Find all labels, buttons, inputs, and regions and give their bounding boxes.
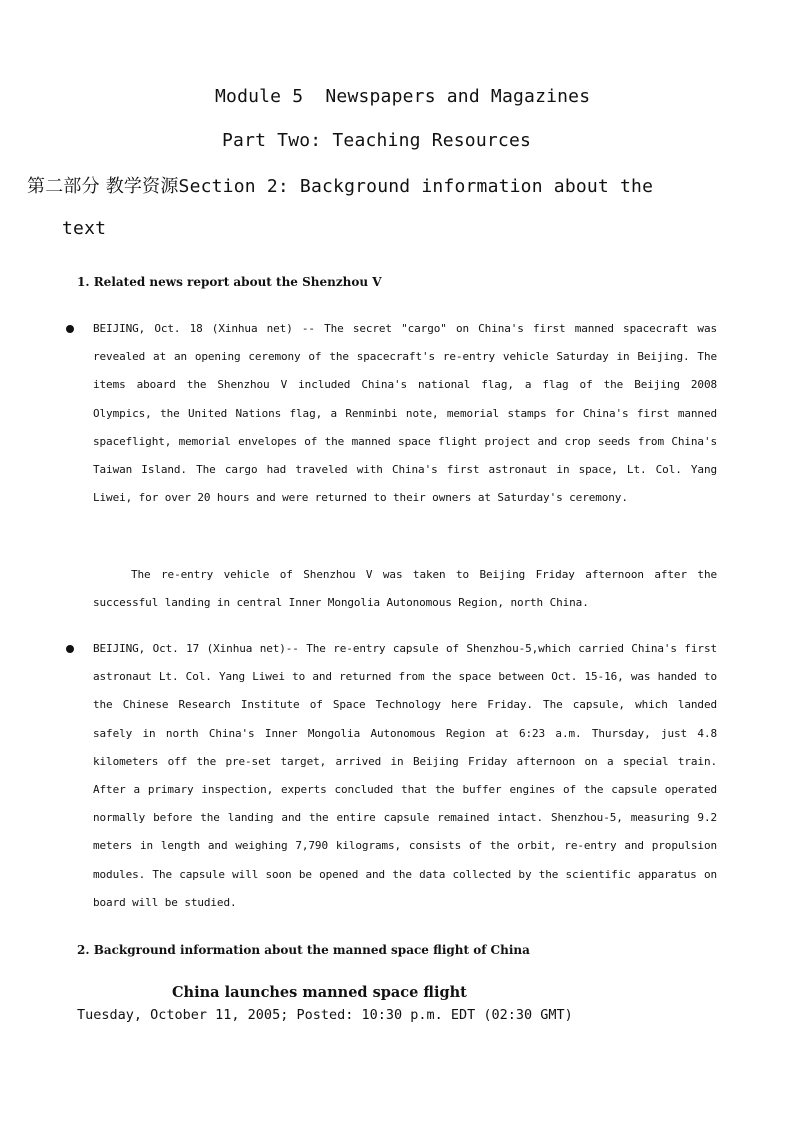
news-paragraph-1: BEIJING, Oct. 18 (Xinhua net) -- The secret "cargo" on China's first manned spacecraft was revealed at an opening ceremony of the spacecraft's re-entry vehicle Saturday in Beijing. The items aboard the Shenzhou V included China's national flag, a flag of the Beijing 2008 Olympics, the United Nations flag, a Renminbi note, memorial stamps for China's first manned spaceflight, memorial envelopes of the manned space flight project and crop seeds from China's Taiwan Island. The cargo had traveled with China's first astronaut in space, Lt. Col. Yang Liwei, for over 20 hours and were returned to their owners at Saturday's ceremony. (93, 322, 717, 505)
news-paragraph-2: BEIJING, Oct. 17 (Xinhua net)-- The re-entry capsule of Shenzhou-5,which carried China's first astronaut Lt. Col. Yang Liwei to and returned from the space between Oct. 15-16, was handed to the Chinese Research Institute of Space Technology here Friday. The capsule, which landed safely in north China's Inner Mongolia Autonomous Region at 6:23 a.m. Thursday, just 4.8 kilometers off the pre-set target, arrived in Beijing Friday afternoon on a special train. After a primary inspection, experts concluded that the buffer engines of the capsule operated normally before the landing and the entire capsule remained intact. Shenzhou-5, measuring 9.2 meters in length and weighing 7,790 kilograms, consists of the orbit, re-entry and propulsion modules. The capsule will soon be opened and the data collected by the scientific apparatus on board will be studied. (93, 642, 717, 909)
news-article-title: China launches manned space flight (172, 984, 467, 1001)
section-title-text: Section 2: Background information about the (178, 176, 654, 197)
section2-heading: 2. Background information about the manned space flight of China (77, 943, 530, 957)
section-prefix-cn: 第二部分 教学资源 (27, 176, 179, 197)
part-title: Part Two: Teaching Resources (222, 130, 532, 151)
news-paragraph-1-continued: The re-entry vehicle of Shenzhou V was taken to Beijing Friday afternoon after the successful landing in central Inner Mongolia Autonomous Region, north China. (93, 568, 717, 610)
section-title-continuation: text (62, 218, 107, 239)
bullet-icon (66, 325, 74, 333)
bullet-icon (66, 645, 74, 653)
news-article-date: Tuesday, October 11, 2005; Posted: 10:30 p.m. EDT (02:30 GMT) (77, 1007, 573, 1023)
section1-heading: 1. Related news report about the Shenzhou V (77, 275, 382, 289)
section-title (27, 172, 653, 198)
module-title: Module 5 Newspapers and Magazines (215, 86, 591, 107)
